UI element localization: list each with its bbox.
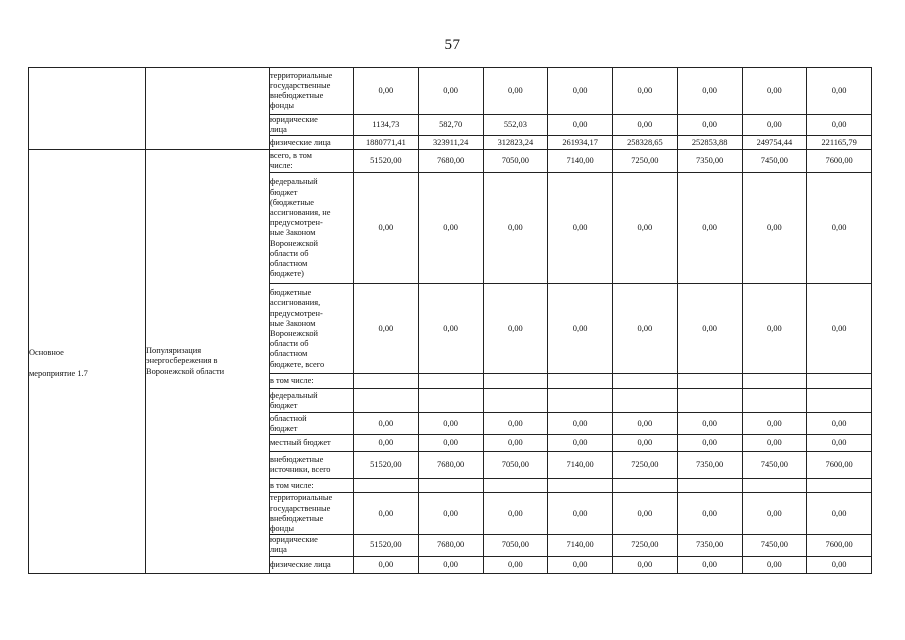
value-cell: 0,00 xyxy=(354,435,419,452)
value-cell: 0,00 xyxy=(677,435,742,452)
value-cell: 0,00 xyxy=(483,435,548,452)
value-cell: 7350,00 xyxy=(677,452,742,479)
value-cell: 258328,65 xyxy=(613,136,678,150)
value-cell: 0,00 xyxy=(418,556,483,573)
value-cell xyxy=(613,479,678,493)
value-cell: 0,00 xyxy=(354,556,419,573)
value-cell: 7050,00 xyxy=(483,535,548,556)
value-cell: 0,00 xyxy=(677,556,742,573)
value-cell: 7250,00 xyxy=(613,535,678,556)
value-cell: 0,00 xyxy=(613,493,678,535)
table-row xyxy=(29,150,872,173)
funding-source-cell: физические лица xyxy=(270,136,354,150)
value-cell: 0,00 xyxy=(742,435,807,452)
value-cell: 0,00 xyxy=(613,413,678,435)
value-cell xyxy=(354,479,419,493)
value-cell: 312823,24 xyxy=(483,136,548,150)
value-cell: 0,00 xyxy=(418,68,483,115)
value-cell: 0,00 xyxy=(742,284,807,374)
value-cell: 0,00 xyxy=(483,493,548,535)
funding-table xyxy=(28,67,872,574)
measure-status-cell: Основное мероприятие 1.7 xyxy=(29,150,146,573)
value-cell: 0,00 xyxy=(807,556,872,573)
funding-source-cell: всего, в том числе: xyxy=(270,150,354,173)
funding-source-cell: территориальные государственные внебюджетные фонды xyxy=(270,68,354,115)
value-cell xyxy=(742,374,807,389)
value-cell: 0,00 xyxy=(742,173,807,284)
value-cell xyxy=(483,479,548,493)
value-cell xyxy=(483,389,548,413)
value-cell: 0,00 xyxy=(613,435,678,452)
page-number: 57 xyxy=(444,37,461,53)
value-cell: 7050,00 xyxy=(483,452,548,479)
value-cell: 7680,00 xyxy=(418,452,483,479)
value-cell: 0,00 xyxy=(548,556,613,573)
funding-source-cell: в том числе: xyxy=(270,374,354,389)
value-cell xyxy=(418,479,483,493)
value-cell xyxy=(483,374,548,389)
value-cell: 0,00 xyxy=(354,413,419,435)
value-cell: 0,00 xyxy=(677,413,742,435)
value-cell: 221165,79 xyxy=(807,136,872,150)
value-cell: 0,00 xyxy=(807,173,872,284)
value-cell: 1880771,41 xyxy=(354,136,419,150)
value-cell: 7140,00 xyxy=(548,452,613,479)
value-cell: 582,70 xyxy=(418,115,483,136)
value-cell: 0,00 xyxy=(354,493,419,535)
value-cell xyxy=(742,479,807,493)
value-cell xyxy=(613,389,678,413)
value-cell: 252853,88 xyxy=(677,136,742,150)
value-cell: 0,00 xyxy=(742,68,807,115)
value-cell: 0,00 xyxy=(613,68,678,115)
value-cell: 0,00 xyxy=(548,173,613,284)
value-cell: 51520,00 xyxy=(354,150,419,173)
value-cell xyxy=(807,479,872,493)
value-cell: 0,00 xyxy=(483,173,548,284)
value-cell: 0,00 xyxy=(483,413,548,435)
value-cell: 7450,00 xyxy=(742,452,807,479)
value-cell: 0,00 xyxy=(742,493,807,535)
value-cell: 0,00 xyxy=(483,556,548,573)
value-cell: 0,00 xyxy=(483,68,548,115)
value-cell: 552,03 xyxy=(483,115,548,136)
value-cell: 0,00 xyxy=(613,115,678,136)
value-cell: 1134,73 xyxy=(354,115,419,136)
value-cell: 0,00 xyxy=(742,115,807,136)
value-cell: 0,00 xyxy=(613,284,678,374)
funding-source-cell: физические лица xyxy=(270,556,354,573)
value-cell: 7450,00 xyxy=(742,150,807,173)
value-cell: 249754,44 xyxy=(742,136,807,150)
value-cell: 7680,00 xyxy=(418,150,483,173)
table-row xyxy=(29,68,872,115)
value-cell: 0,00 xyxy=(807,115,872,136)
funding-source-cell: федеральный бюджет (бюджетные ассигнования, не предусмотрен- ные Законом Воронежской области об областном бюджете) xyxy=(270,173,354,284)
funding-source-cell: местный бюджет xyxy=(270,435,354,452)
value-cell: 0,00 xyxy=(742,413,807,435)
value-cell xyxy=(418,389,483,413)
value-cell xyxy=(548,389,613,413)
value-cell: 0,00 xyxy=(548,115,613,136)
value-cell: 0,00 xyxy=(677,173,742,284)
value-cell: 0,00 xyxy=(807,284,872,374)
value-cell: 0,00 xyxy=(613,173,678,284)
value-cell: 0,00 xyxy=(354,284,419,374)
funding-source-cell: внебюджетные источники, всего xyxy=(270,452,354,479)
value-cell: 7450,00 xyxy=(742,535,807,556)
value-cell: 0,00 xyxy=(354,173,419,284)
funding-source-cell: территориальные государственные внебюджетные фонды xyxy=(270,493,354,535)
value-cell xyxy=(742,389,807,413)
value-cell: 7250,00 xyxy=(613,150,678,173)
funding-source-cell: юридические лица xyxy=(270,535,354,556)
measure-name-cell: Популяризация энергосбережения в Воронежской области xyxy=(146,150,270,573)
value-cell: 0,00 xyxy=(613,556,678,573)
value-cell: 261934,17 xyxy=(548,136,613,150)
value-cell xyxy=(807,389,872,413)
value-cell: 0,00 xyxy=(677,68,742,115)
value-cell: 0,00 xyxy=(677,284,742,374)
value-cell: 0,00 xyxy=(418,173,483,284)
value-cell xyxy=(677,374,742,389)
table-body xyxy=(29,68,872,574)
value-cell: 0,00 xyxy=(548,435,613,452)
value-cell xyxy=(548,479,613,493)
value-cell xyxy=(354,374,419,389)
value-cell xyxy=(677,479,742,493)
value-cell: 7600,00 xyxy=(807,150,872,173)
value-cell: 7140,00 xyxy=(548,150,613,173)
value-cell: 7350,00 xyxy=(677,150,742,173)
value-cell: 7600,00 xyxy=(807,452,872,479)
value-cell: 51520,00 xyxy=(354,452,419,479)
value-cell: 7050,00 xyxy=(483,150,548,173)
value-cell: 0,00 xyxy=(418,435,483,452)
value-cell: 323911,24 xyxy=(418,136,483,150)
value-cell: 0,00 xyxy=(807,413,872,435)
value-cell xyxy=(548,374,613,389)
value-cell: 0,00 xyxy=(548,413,613,435)
funding-source-cell: бюджетные ассигнования, предусмотрен- ные Законом Воронежской области об областном бюджете, всего xyxy=(270,284,354,374)
funding-source-cell: юридические лица xyxy=(270,115,354,136)
value-cell: 0,00 xyxy=(742,556,807,573)
value-cell: 0,00 xyxy=(418,284,483,374)
funding-source-cell: в том числе: xyxy=(270,479,354,493)
value-cell: 0,00 xyxy=(418,493,483,535)
value-cell xyxy=(354,389,419,413)
value-cell: 0,00 xyxy=(807,68,872,115)
value-cell: 7140,00 xyxy=(548,535,613,556)
value-cell: 7350,00 xyxy=(677,535,742,556)
value-cell xyxy=(677,389,742,413)
funding-source-cell: областной бюджет xyxy=(270,413,354,435)
value-cell: 0,00 xyxy=(677,493,742,535)
blank-name-cell xyxy=(146,68,270,150)
value-cell: 0,00 xyxy=(677,115,742,136)
value-cell: 0,00 xyxy=(548,284,613,374)
value-cell: 0,00 xyxy=(418,413,483,435)
value-cell: 7680,00 xyxy=(418,535,483,556)
value-cell: 0,00 xyxy=(807,493,872,535)
value-cell: 0,00 xyxy=(548,493,613,535)
value-cell: 0,00 xyxy=(548,68,613,115)
value-cell: 0,00 xyxy=(483,284,548,374)
value-cell: 7250,00 xyxy=(613,452,678,479)
value-cell xyxy=(418,374,483,389)
value-cell xyxy=(613,374,678,389)
value-cell xyxy=(807,374,872,389)
value-cell: 7600,00 xyxy=(807,535,872,556)
blank-status-cell xyxy=(29,68,146,150)
value-cell: 51520,00 xyxy=(354,535,419,556)
value-cell: 0,00 xyxy=(807,435,872,452)
value-cell: 0,00 xyxy=(354,68,419,115)
funding-source-cell: федеральный бюджет xyxy=(270,389,354,413)
